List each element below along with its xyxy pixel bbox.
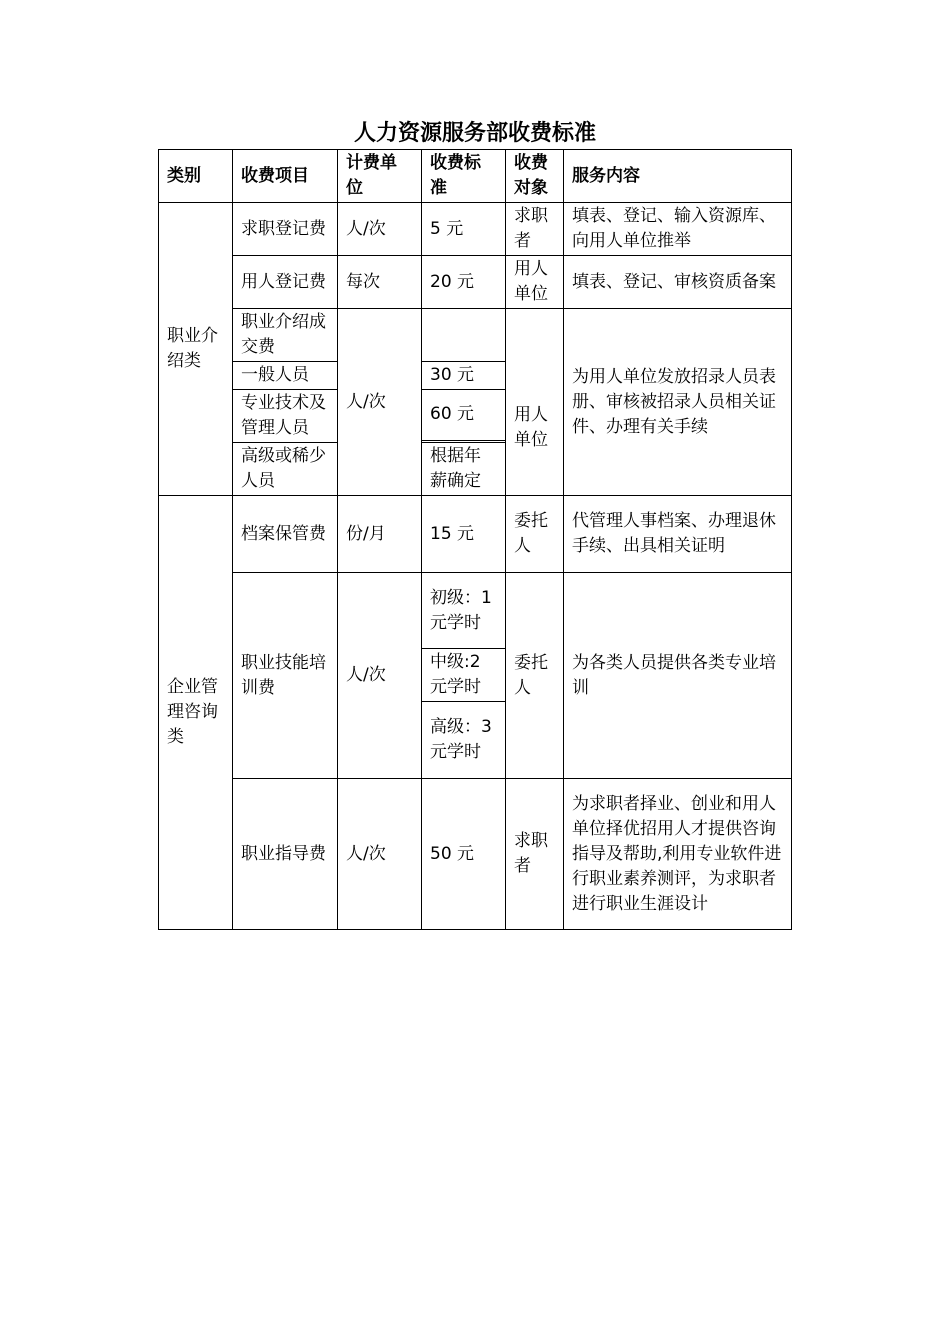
fee-table bbox=[158, 149, 792, 930]
standard-cell: 30 元 bbox=[422, 362, 506, 390]
standard-cell: 60 元 bbox=[422, 390, 506, 441]
header-target: 收费对象 bbox=[506, 150, 564, 203]
table-row bbox=[159, 203, 792, 256]
header-category: 类别 bbox=[159, 150, 233, 203]
item-cell: 职业介绍成交费 bbox=[233, 309, 338, 362]
content-cell: 为求职者择业、创业和用人单位择优招用人才提供咨询指导及帮助,利用专业软件进行职业素养测评，为求职者进行职业生涯设计 bbox=[564, 779, 792, 930]
unit-cell: 人/次 bbox=[338, 779, 422, 930]
header-unit: 计费单位 bbox=[338, 150, 422, 203]
standard-cell: 根据年薪确定 bbox=[422, 443, 506, 496]
unit-cell: 人/次 bbox=[338, 309, 422, 496]
page-title: 人力资源服务部收费标准 bbox=[353, 121, 596, 146]
table-row bbox=[159, 573, 792, 649]
target-cell: 用人单位 bbox=[506, 256, 564, 309]
target-cell: 委托人 bbox=[506, 496, 564, 573]
table-row bbox=[159, 309, 792, 362]
category-cell: 企业管理咨询类 bbox=[159, 496, 233, 930]
content-cell: 代管理人事档案、办理退休手续、出具相关证明 bbox=[564, 496, 792, 573]
item-cell: 高级或稀少人员 bbox=[233, 443, 338, 496]
standard-cell: 15 元 bbox=[422, 496, 506, 573]
table-row bbox=[159, 779, 792, 930]
standard-cell: 高级：3 元学时 bbox=[422, 702, 506, 779]
item-cell: 档案保管费 bbox=[233, 496, 338, 573]
unit-cell: 人/次 bbox=[338, 573, 422, 779]
header-row bbox=[159, 150, 792, 203]
item-cell: 专业技术及管理人员 bbox=[233, 390, 338, 443]
item-cell: 用人登记费 bbox=[233, 256, 338, 309]
content-cell: 为用人单位发放招录人员表册、审核被招录人员相关证件、办理有关手续 bbox=[564, 309, 792, 496]
unit-cell: 每次 bbox=[338, 256, 422, 309]
standard-cell bbox=[422, 309, 506, 362]
target-cell: 用人单位 bbox=[506, 309, 564, 496]
category-cell: 职业介绍类 bbox=[159, 203, 233, 496]
item-cell: 求职登记费 bbox=[233, 203, 338, 256]
item-cell: 职业指导费 bbox=[233, 779, 338, 930]
unit-cell: 人/次 bbox=[338, 203, 422, 256]
header-standard: 收费标准 bbox=[422, 150, 506, 203]
item-cell: 一般人员 bbox=[233, 362, 338, 390]
item-cell: 职业技能培训费 bbox=[233, 573, 338, 779]
target-cell: 求职者 bbox=[506, 203, 564, 256]
target-cell: 委托人 bbox=[506, 573, 564, 779]
content-cell: 填表、登记、审核资质备案 bbox=[564, 256, 792, 309]
standard-cell: 初级：1 元学时 bbox=[422, 573, 506, 649]
header-content: 服务内容 bbox=[564, 150, 792, 203]
table-row bbox=[159, 256, 792, 309]
header-item: 收费项目 bbox=[233, 150, 338, 203]
table-row bbox=[159, 496, 792, 573]
content-cell: 填表、登记、输入资源库、向用人单位推举 bbox=[564, 203, 792, 256]
unit-cell: 份/月 bbox=[338, 496, 422, 573]
standard-cell: 5 元 bbox=[422, 203, 506, 256]
standard-cell: 20 元 bbox=[422, 256, 506, 309]
standard-cell: 中级:2 元学时 bbox=[422, 649, 506, 702]
target-cell: 求职者 bbox=[506, 779, 564, 930]
standard-cell: 50 元 bbox=[422, 779, 506, 930]
content-cell: 为各类人员提供各类专业培训 bbox=[564, 573, 792, 779]
